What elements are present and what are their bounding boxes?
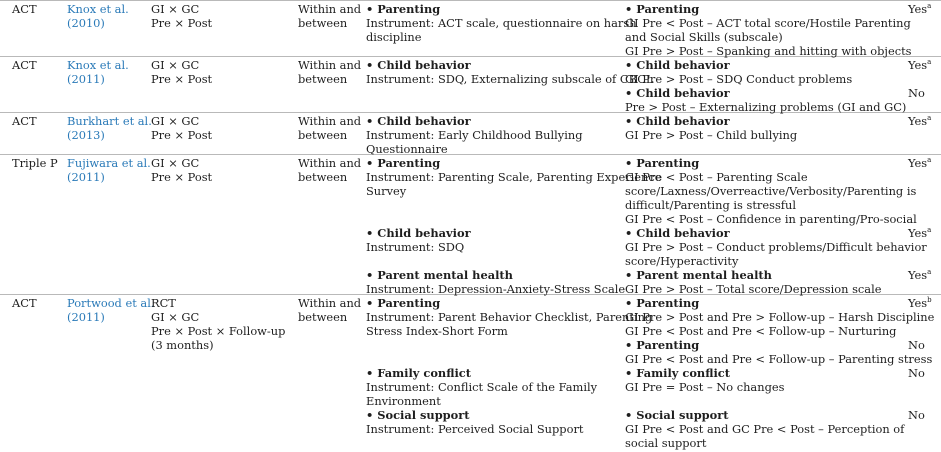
analysis-cell: Within and between	[298, 114, 362, 142]
outcome-cell: • Parenting Instrument: Parent Behavior Checklist, Parenting Stress Index-Short Form • Family conflict Instrument: Conflict Scale of the Family Environment • Social support Instrument: Perceived Social Support	[366, 296, 653, 436]
design-cell: GI × GC Pre × Post	[151, 2, 213, 30]
outcome-label: Parent mental health	[377, 268, 513, 282]
result-label: Child behavior	[636, 86, 730, 100]
result-cell: • Child behavior GI Pre > Post – Child bullying	[625, 114, 798, 142]
outcome-label: Social support	[377, 408, 470, 422]
result-label: Parenting	[636, 2, 700, 16]
result-label: Social support	[636, 408, 729, 422]
outcome-label: Family conflict	[377, 366, 472, 380]
program-cell: ACT	[12, 114, 37, 128]
significance-cell: Yes$^a$	[908, 2, 932, 16]
significance-cell: Yes$^a$ No	[908, 58, 932, 100]
design-cell: GI × GC Pre × Post	[151, 156, 213, 184]
outcome-cell: • Child behavior Instrument: Early Childhood Bullying Questionnaire	[366, 114, 583, 156]
result-label: Family conflict	[636, 366, 731, 380]
study-reference-link[interactable]: Knox et al. (2010)	[67, 2, 129, 30]
result-label: Parenting	[636, 338, 700, 352]
design-cell: GI × GC Pre × Post	[151, 114, 213, 142]
significance-cell: Yes$^b$ No No No	[908, 296, 932, 422]
outcome-label: Parenting	[377, 2, 441, 16]
design-cell: RCT GI × GC Pre × Post × Follow-up (3 months)	[151, 296, 286, 352]
outcome-label: Child behavior	[377, 226, 471, 240]
result-label: Parenting	[636, 296, 700, 310]
study-reference-link[interactable]: Knox et al. (2011)	[67, 58, 129, 86]
analysis-cell: Within and between	[298, 156, 362, 184]
result-cell: • Parenting GI Pre < Post – Parenting Scale score/Laxness/Overreactive/Verbosity/Parenting is difficult/Parenting is stressful GI Pre < Post – Confidence in parenting/Pro-social • Child behavior GI Pre > Post – Conduct problems/Difficult behavior score/Hyperactivity • Parent mental health GI Pre > Post – Total score/Depression scale	[625, 156, 927, 296]
result-label: Child behavior	[636, 114, 730, 128]
result-cell: • Parenting GI Pre < Post – ACT total score/Hostile Parenting and Social Skills (subscale) GI Pre > Post – Spanking and hitting with objects	[625, 2, 912, 58]
outcome-cell: • Child behavior Instrument: SDQ, Externalizing subscale of CBCL	[366, 58, 654, 86]
program-cell: ACT	[12, 2, 37, 16]
study-reference-link[interactable]: Burkhart et al. (2013)	[67, 114, 152, 142]
outcome-label: Child behavior	[377, 58, 471, 72]
outcome-label: Parenting	[377, 296, 441, 310]
program-cell: ACT	[12, 296, 37, 310]
program-cell: ACT	[12, 58, 37, 72]
study-reference-link[interactable]: Portwood et al. (2011)	[67, 296, 155, 324]
design-cell: GI × GC Pre × Post	[151, 58, 213, 86]
program-cell: Triple P	[12, 156, 58, 170]
analysis-cell: Within and between	[298, 2, 362, 30]
result-cell: • Child behavior GI Pre > Post – SDQ Conduct problems • Child behavior Pre > Post – Externalizing problems (GI and GC)	[625, 58, 907, 114]
significance-cell: Yes$^a$ Yes$^a$ Yes$^a$	[908, 156, 932, 282]
result-label: Parenting	[636, 156, 700, 170]
result-label: Child behavior	[636, 58, 730, 72]
outcome-cell: • Parenting Instrument: Parenting Scale, Parenting Experience Survey • Child behavior Instrument: SDQ • Parent mental health Instrument: Depression-Anxiety-Stress Scale	[366, 156, 662, 296]
result-label: Child behavior	[636, 226, 730, 240]
outcome-cell: • Parenting Instrument: ACT scale, questionnaire on harsh discipline	[366, 2, 637, 44]
result-cell: • Parenting GI Pre > Post and Pre > Follow-up – Harsh Discipline GI Pre < Post and Pre < Follow-up – Nurturing • Parenting GI Pre < Post and Pre < Follow-up – Parenting stress • Family conflict GI Pre = Post – No changes • Social support GI Pre < Post and GC Pre < Post – Perception of social support	[625, 296, 935, 450]
study-reference-link[interactable]: Fujiwara et al. (2011)	[67, 156, 151, 184]
analysis-cell: Within and between	[298, 296, 362, 324]
result-label: Parent mental health	[636, 268, 772, 282]
analysis-cell: Within and between	[298, 58, 362, 86]
significance-cell: Yes$^a$	[908, 114, 932, 128]
outcome-label: Parenting	[377, 156, 441, 170]
outcome-label: Child behavior	[377, 114, 471, 128]
